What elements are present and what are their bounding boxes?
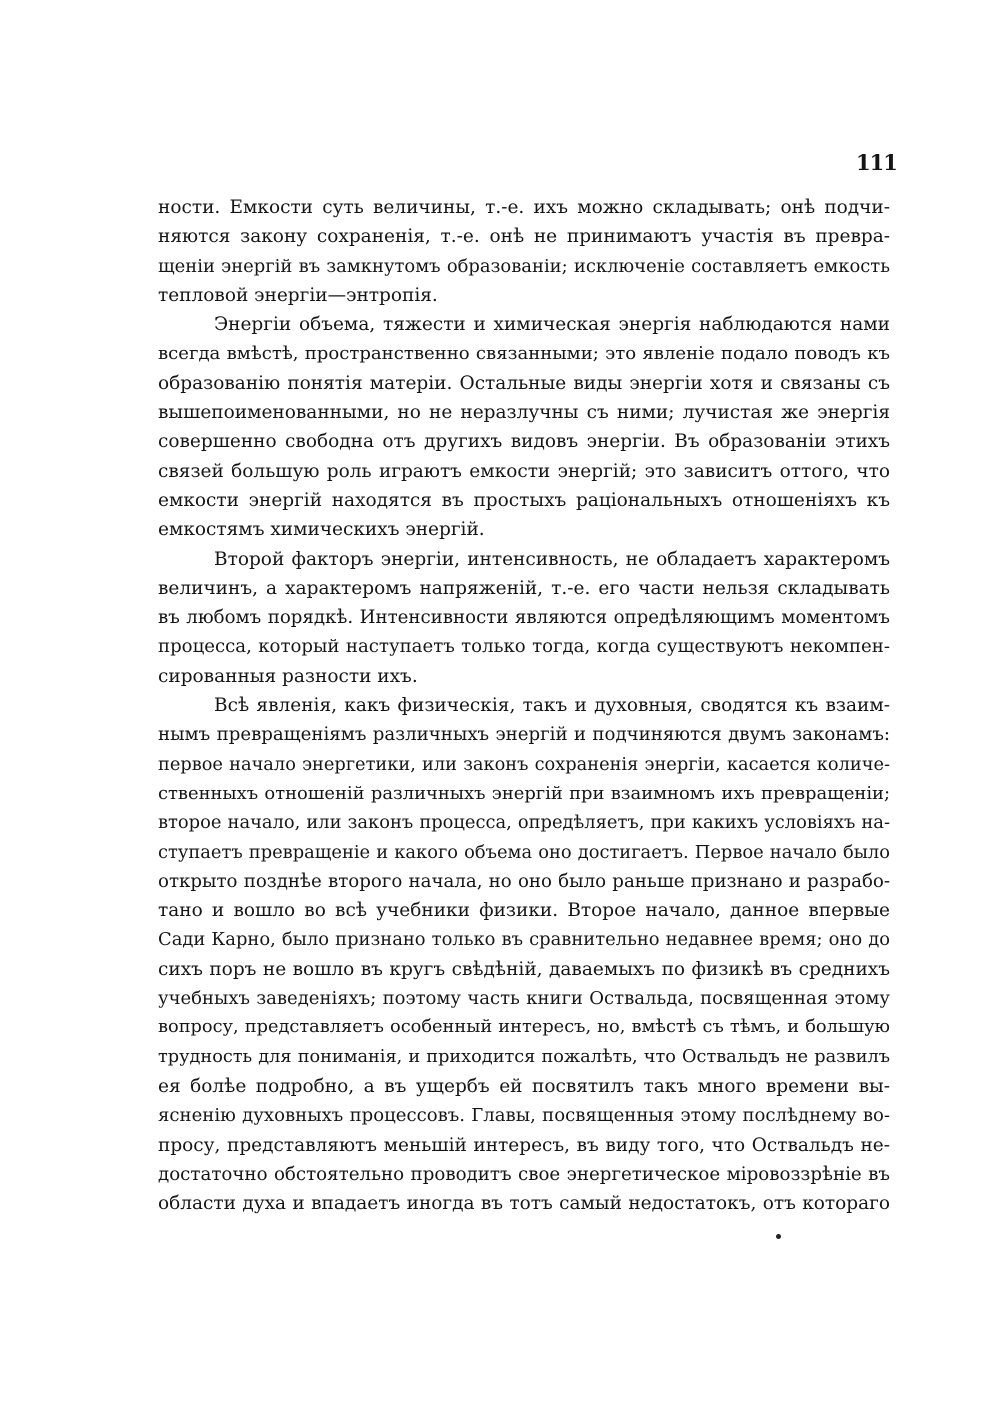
text-line: ственныхъ отношеній различныхъ энергій при взаимномъ ихъ превращеніи; [158, 782, 890, 804]
text-line: достаточно обстоятельно проводитъ свое энергетическое міровоззрѣніе въ [158, 1163, 890, 1185]
text-line: Сади Карно, было признано только въ сравнительно недавнее время; оно до [158, 929, 890, 951]
text-line: нымъ превращеніямъ различныхъ энергій и подчиняются двумъ законамъ: [158, 724, 890, 746]
text-line: Всѣ явленія, какъ физическія, такъ и духовныя, сводятся къ взаим- [214, 695, 890, 717]
text-line: емкости энергій находятся въ простыхъ раціональныхъ отношеніяхъ къ [158, 489, 890, 511]
text-line: вышепоименованными, но не неразлучны съ ними; лучистая же энергія [158, 402, 890, 424]
text-line: сированныя разности ихъ. [158, 665, 418, 687]
text-line: совершенно свободна отъ другихъ видовъ энергіи. Въ образованіи этихъ [158, 431, 890, 453]
text-line: образованію понятія матеріи. Остальные виды энергіи хотя и связаны съ [158, 372, 890, 394]
text-line: няются закону сохраненія, т.-е. онѣ не принимаютъ участія въ превра- [158, 226, 890, 248]
text-line: въ любомъ порядкѣ. Интенсивности являются опредѣляющимъ моментомъ [158, 607, 890, 629]
paragraph-1 [158, 193, 890, 310]
text-line: ступаетъ превращеніе и какого объема оно достигаетъ. Первое начало было [158, 841, 890, 863]
page-number: 111 [856, 150, 897, 175]
text-line: ности. Емкости суть величины, т.-е. ихъ можно складывать; онѣ подчи- [158, 197, 890, 218]
paragraph-3 [158, 545, 890, 691]
text-line: первое начало энергетики, или законъ сохраненія энергіи, касается количе- [158, 753, 890, 775]
text-line: ея болѣе подробно, а въ ущербъ ей посвятилъ такъ много времени вы- [158, 1075, 890, 1097]
text-line: тано и вошло во всѣ учебники физики. Второе начало, данное впервые [158, 900, 890, 922]
text-line: Второй факторъ энергіи, интенсивность, не обладаетъ характеромъ [214, 548, 890, 570]
text-line: связей большую роль играютъ емкости энергій; это зависитъ оттого, что [158, 460, 890, 482]
text-line: емкостямъ химическихъ энергій. [158, 519, 485, 541]
text-line: второе начало, или законъ процесса, опредѣляетъ, при какихъ условіяхъ на- [158, 812, 890, 834]
text-line: процесса, который наступаетъ только тогда, когда существуютъ некомпен- [158, 636, 890, 658]
text-line: учебныхъ заведеніяхъ; поэтому часть книги Оствальда, посвященная этому [158, 988, 890, 1010]
text-line: величинъ, а характеромъ напряженій, т.-е. его части нельзя складывать [158, 577, 890, 599]
text-line: открыто позднѣе второго начала, но оно было раньше признано и разрабо- [158, 870, 890, 892]
text-line: щеніи энергій въ замкнутомъ образованіи; исключеніе составляетъ емкость [158, 255, 890, 277]
body-text [158, 193, 890, 1218]
text-line: вопросу, представляетъ особенный интересъ, но, вмѣстѣ съ тѣмъ, и большую [158, 1017, 890, 1038]
text-line: тепловой энергіи—энтропія. [158, 284, 438, 306]
text-line: Энергіи объема, тяжести и химическая энергія наблюдаются нами [214, 314, 890, 336]
paragraph-2 [158, 310, 890, 544]
text-line: ясненію духовныхъ процессовъ. Главы, посвященныя этому послѣднему во- [158, 1105, 890, 1127]
text-line: просу, представляютъ меньшій интересъ, въ виду того, что Оствальдъ не- [158, 1134, 890, 1156]
text-line: трудность для пониманія, и приходится пожалѣть, что Оствальдъ не развилъ [158, 1046, 890, 1067]
text-line: области духа и впадаетъ иногда въ тотъ самый недостатокъ, отъ котораго [158, 1193, 890, 1215]
paragraph-4 [158, 691, 890, 1218]
print-dot-mark [776, 1234, 781, 1239]
text-line: всегда вмѣстѣ, пространственно связанными; это явленіе подало поводъ къ [158, 343, 890, 365]
text-line: сихъ поръ не вошло въ кругъ свѣдѣній, даваемыхъ по физикѣ въ среднихъ [158, 958, 890, 980]
